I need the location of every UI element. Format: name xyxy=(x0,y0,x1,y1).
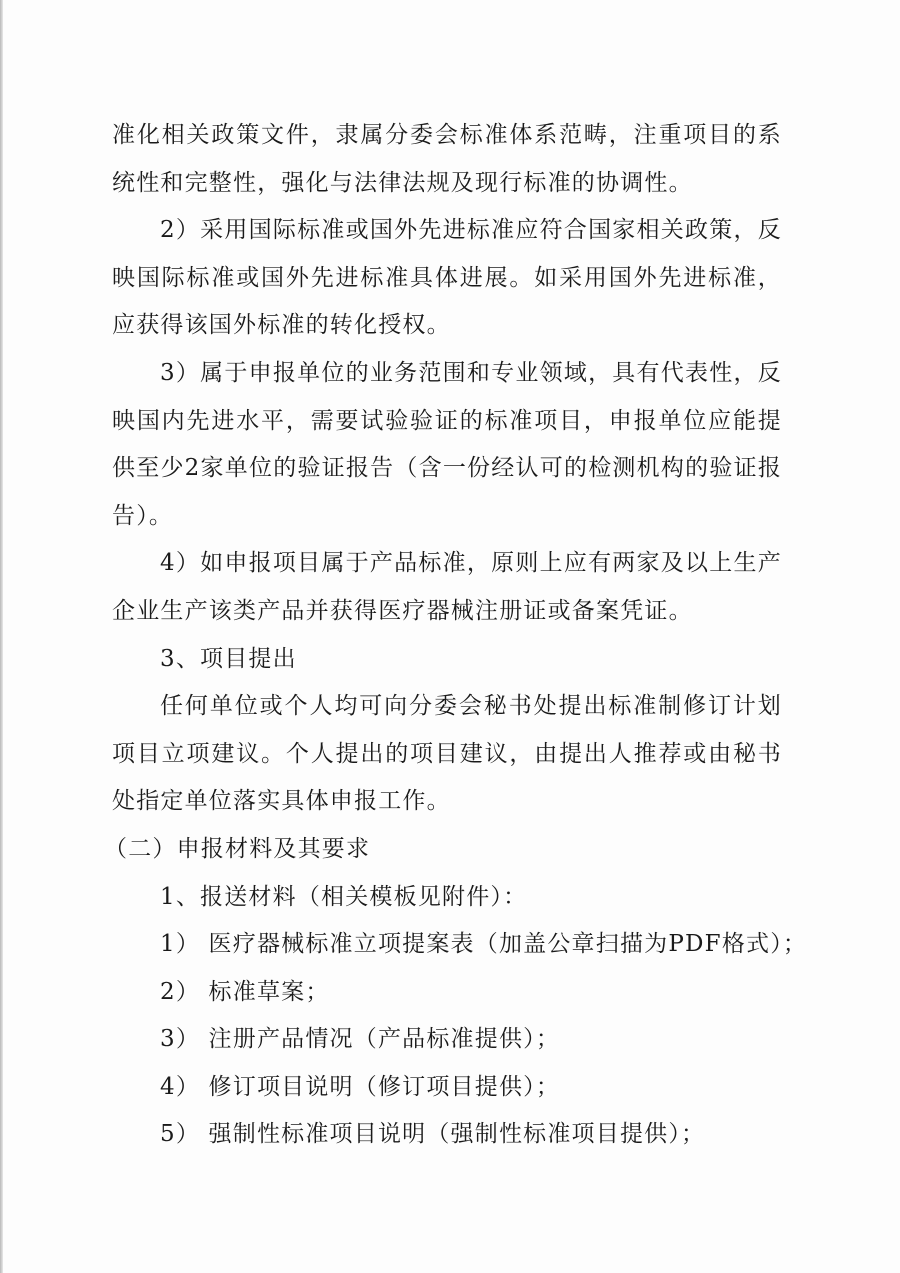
section-heading-materials: （二）申报材料及其要求 xyxy=(104,835,371,862)
list-item-mandatory-standard-notes: 5） 强制性标准项目说明（强制性标准项目提供）； xyxy=(160,1121,706,1148)
scan-edge-shadow xyxy=(0,0,3,1273)
list-item-registered-products: 3） 注册产品情况（产品标准提供）； xyxy=(160,1026,561,1053)
document-body xyxy=(104,112,808,1159)
list-item-proposal-form: 1） 医疗器械标准立项提案表（加盖公章扫描为PDF格式）； xyxy=(160,931,808,958)
section-heading-project-proposal: 3、项目提出 xyxy=(160,645,297,672)
paragraph-international-standards: 2）采用国际标准或国外先进标准应符合国家相关政策，反映国际标准或国外先进标准具体进展。如采用国外先进标准，应获得该国外标准的转化授权。 xyxy=(112,217,782,339)
paragraph-policy-continuation: 准化相关政策文件，隶属分委会标准体系范畴，注重项目的系统性和完整性，强化与法律法规及现行标准的协调性。 xyxy=(112,122,782,196)
paragraph-verification-reports: 3）属于申报单位的业务范围和专业领域，具有代表性，反映国内先进水平，需要试验验证的标准项目，申报单位应能提供至少2家单位的验证报告（含一份经认可的检测机构的验证报告）。 xyxy=(112,359,782,529)
paragraph-proposal-details: 任何单位或个人均可向分委会秘书处提出标准制修订计划项目立项建议。个人提出的项目建议，由提出人推荐或由秘书处指定单位落实具体申报工作。 xyxy=(112,693,782,815)
list-item-revision-notes: 4） 修订项目说明（修订项目提供）； xyxy=(160,1073,561,1100)
list-item-standard-draft: 2） 标准草案； xyxy=(160,978,330,1005)
paragraph-materials-intro: 1、报送材料（相关模板见附件）： xyxy=(160,883,528,910)
paragraph-product-standards: 4）如申报项目属于产品标准，原则上应有两家及以上生产企业生产该类产品并获得医疗器械注册证或备案凭证。 xyxy=(112,550,782,624)
